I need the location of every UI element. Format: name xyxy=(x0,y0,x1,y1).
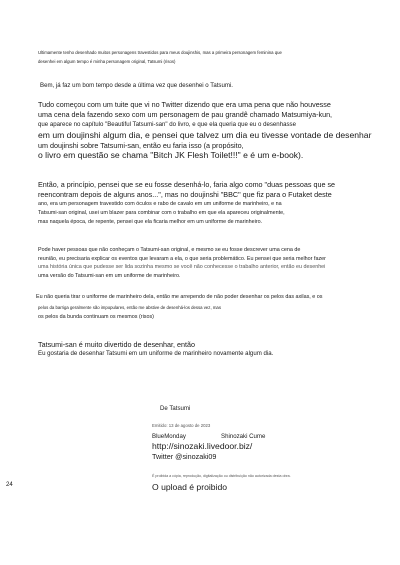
paragraph-3-line: ano, era um personagem travestido com óculos e rabo de cavalo em um uniforme de marinheiro, e na xyxy=(38,201,282,207)
paragraph-6-line: Tatsumi-san é muito divertido de desenhar, então xyxy=(38,340,196,349)
intro-line-1: Ultimamente tenho desenhado muitos personagens travestidos para meus doujinshis, mas a primeira personagem feminina que xyxy=(38,50,282,55)
paragraph-1: Bem, já faz um bom tempo desde a última vez que desenhei o Tatsumi. xyxy=(40,82,233,89)
copyright-notice: É proibida a cópia, reprodução, digitalização ou distribuição não autorizada desta obra. xyxy=(152,474,291,478)
issue-date: Emitido: 13 de agosto de 2023 xyxy=(152,423,211,428)
upload-notice: O upload é proibido xyxy=(152,482,228,492)
paragraph-4-line: reunião, eu precisaria explicar os eventos que levaram a ela, o que seria problemático. Eu pensei que seria melhor fazer xyxy=(38,256,326,262)
paragraph-2-line: um doujinshi sobre Tatsumi-san, então eu faria isso (a propósito, xyxy=(38,141,244,150)
paragraph-6-line: Eu gostaria de desenhar Tatsumi em um uniforme de marinheiro novamente algum dia. xyxy=(38,350,274,357)
paragraph-5-line: os pelos da bunda continuam os mesmos (risos) xyxy=(38,314,154,320)
intro-line-2: desenhei em algum tempo é minha personagem original, Tatsumi (risos) xyxy=(38,59,176,64)
paragraph-4-line: uma versão do Tatsumi-san em um uniforme de marinheiro. xyxy=(38,273,181,279)
paragraph-3-line: Tatsumi-san original, usei um blazer para combinar com o trabalho em que ela apareceu originalmente, xyxy=(38,210,285,216)
paragraph-5-line: pelos da barriga geralmente são impopulares, então me abstive de desenhá-los dessa vez, mas xyxy=(38,305,221,310)
paragraph-4-line: uma história única que pudesse ser lida sozinha mesmo se você não conhecesse o trabalho anterior, então eu desenhei xyxy=(38,264,326,270)
paragraph-3-line: Então, a princípio, pensei que se eu fosse desenhá-lo, faria algo como "duas pessoas que se xyxy=(38,180,336,189)
paragraph-5-line: Eu não queria tirar o uniforme de marinheiro dela, então me arrependo de não poder desenhar os pelos das axilas, e os xyxy=(36,294,323,300)
paragraph-2-line: uma cena dela fazendo sexo com um personagem de pau grandê chamado Matsumiya-kun, xyxy=(38,110,333,119)
paragraph-3-line: mas naquela época, de repente, pensei que ela ficaria melhor em um uniforme de marinheiro. xyxy=(38,219,263,225)
paragraph-4-line: Pode haver pessoas que não conheçam o Tatsumi-san original, e mesmo se eu fosse descrever uma cena de xyxy=(38,247,301,253)
paragraph-2-line: que aparece no capítulo "Beautiful Tatsumi-san" do livro, e que ela queria que eu o desenhasse xyxy=(38,121,296,128)
paragraph-2-line: o livro em questão se chama "Bitch JK Flesh Toilet!!!" e é um e-book). xyxy=(38,150,304,160)
page-number: 24 xyxy=(6,481,13,488)
paragraph-2-line: em um doujinshi algum dia, e pensei que talvez um dia eu tivesse vontade de desenhar xyxy=(38,130,372,140)
signature: De Tatsumi xyxy=(160,405,191,412)
circle-name: BlueMonday xyxy=(152,433,186,440)
paragraph-2-line: Tudo começou com um tuite que vi no Twitter dizendo que era uma pena que não houvesse xyxy=(38,100,331,109)
twitter-handle: Twitter @sinozaki09 xyxy=(152,452,217,461)
author-name: Shinozaki Cume xyxy=(221,433,266,440)
website-url: http://sinozaki.livedoor.biz/ xyxy=(152,441,253,451)
paragraph-3-line: reencontram depois de alguns anos...", mas no doujinshi "BBC" que fiz para o Futaket deste xyxy=(38,190,332,199)
